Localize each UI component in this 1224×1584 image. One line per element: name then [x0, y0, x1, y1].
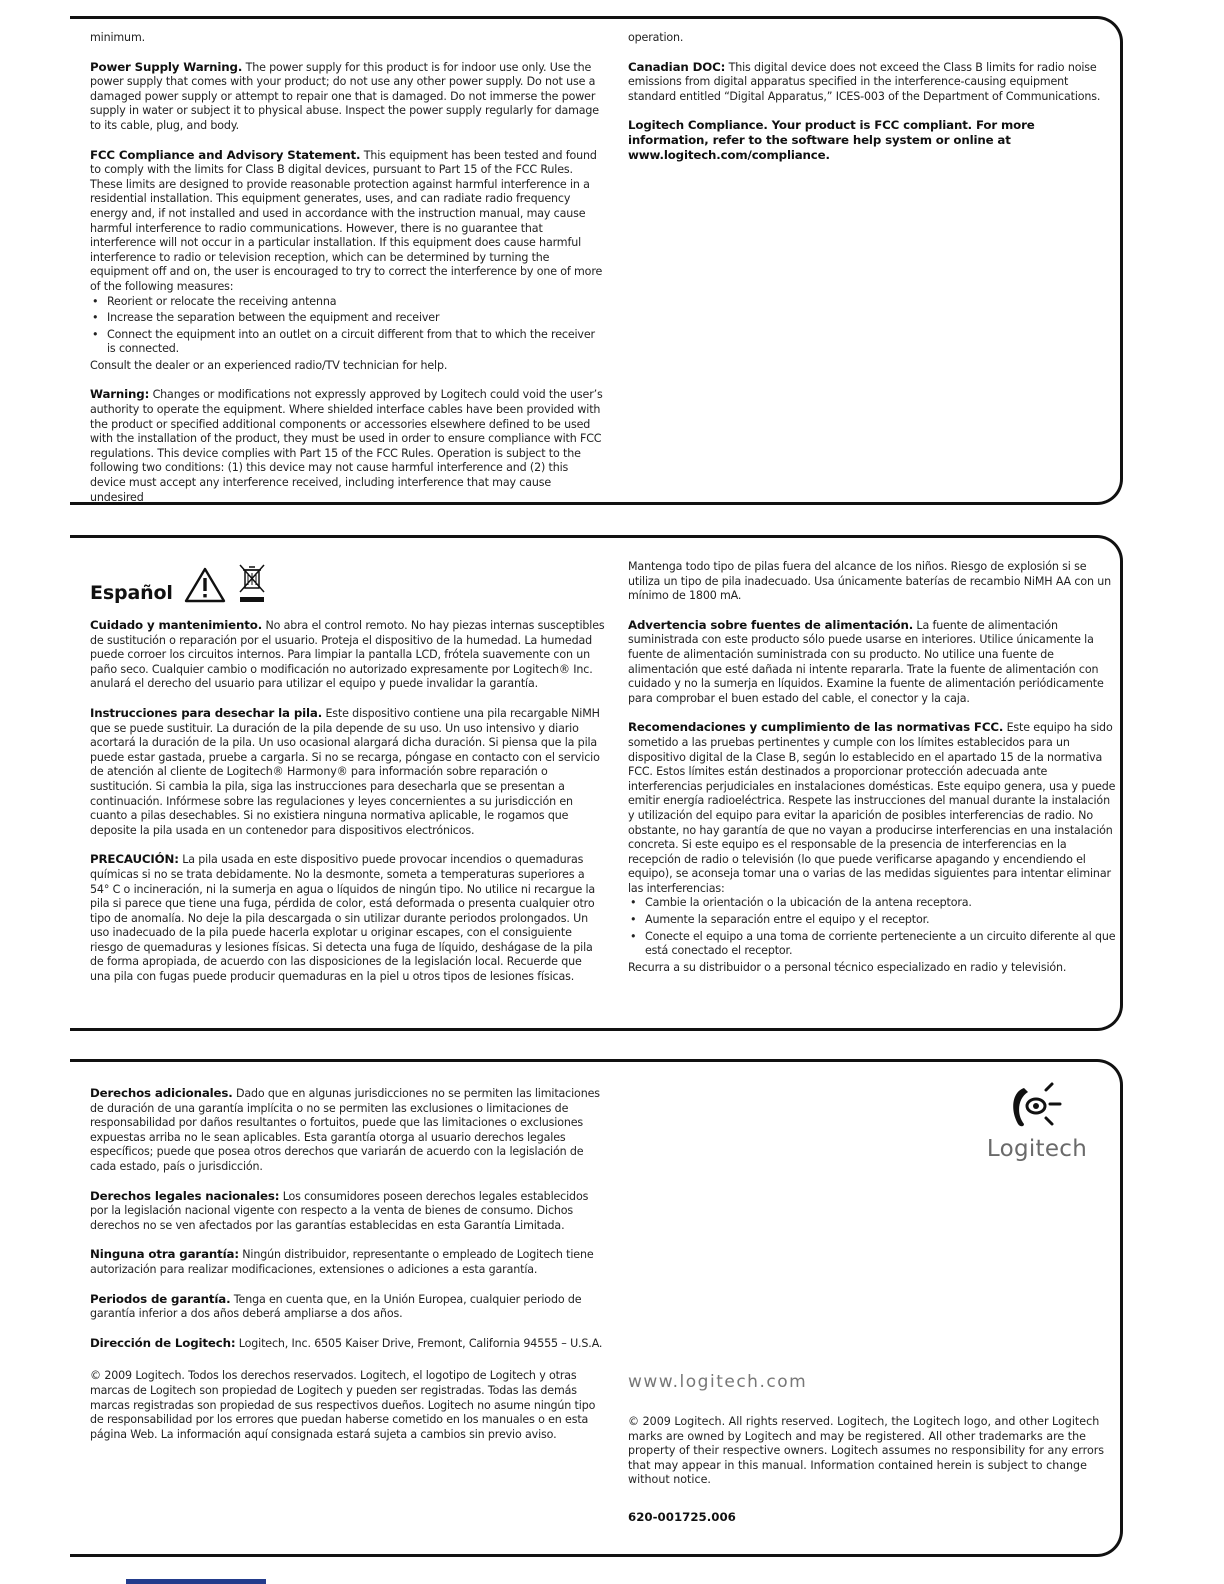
fcc-statement: FCC Compliance and Advisory Statement. This equipment has been tested and found to comply with the limits for Class B digital devices, pursuant to Part 15 of the FCC Rules. These limits are designed to provide reasonable protection against harmful interference in a residential installation. This equipment generates, uses, and can radiate radio frequency energy and, if not installed and used in accordance with the instruction manual, may cause harmful interference to radio communications. However, there is no guarantee that interference will not occur in a particular installation. If this equipment does cause harmful interference to radio or television reception, which can be determined by turning the equipment off and on, the user is encouraged to try to correct the interference by one of more of the following measures: [90, 147, 603, 293]
fcc-medidas-list [628, 896, 1116, 958]
list-item: • Conecte el equipo a una toma de corriente perteneciente a un circuito diferente al que está conectado el receptor. [628, 930, 1116, 959]
bottom-blue-bar [126, 1579, 266, 1584]
logo-wordmark: Logitech [986, 1136, 1088, 1162]
part-number: 620-001725.006 [628, 1510, 736, 1524]
copyright-en: © 2009 Logitech. All rights reserved. Logitech, the Logitech logo, and other Logitech marks are owned by Logitech and may be registered. All other trademarks are the property of their respective owners. Logitech assumes no responsibility for any errors that may appear in this manual. Information contained herein is subject to change without notice. [628, 1415, 1105, 1487]
espanol-left-column [90, 562, 605, 999]
cuidado-mantenimiento: Cuidado y mantenimiento. No abra el control remoto. No hay piezas internas susceptibles de sustitución o reparación por el usuario. Proteja el dispositivo de la humedad. La humedad puede corroer los circuitos internos. Para limpiar la pantalla LCD, frótela suavemente con un paño seco. Cualquier cambio o modificación no autorizado expresamente por Logitech® Inc. anulará el derecho del usuario para utilizar el equipo y puede invalidar la garantía. [90, 618, 605, 691]
continued-text: operation. [628, 31, 684, 44]
list-item: • Cambie la orientación o la ubicación de la antena receptora. [628, 896, 1116, 911]
section-title-row [90, 562, 605, 604]
list-item: • Reorient or relocate the receiving antenna [90, 295, 605, 310]
list-item: • Connect the equipment into an outlet on a circuit different from that to which the receiver is connected. [90, 328, 605, 357]
crossed-bin-icon [237, 562, 267, 604]
fcc-measures-list [90, 295, 605, 357]
back-left-column [90, 1086, 605, 1456]
advertencia-fuentes: Advertencia sobre fuentes de alimentación. La fuente de alimentación suministrada con este producto sólo puede usarse en interiores. Utilice únicamente la fuente de alimentación suministrada con su producto. No utilice una fuente de alimentación que esté dañada ni intente repararla. Trate la fuente de alimentación con cuidado y no la sumerja en líquidos. Examine la fuente de alimentación periódicamente para comprobar el buen estado del cable, el conector y la caja. [628, 617, 1104, 705]
recurra-text: Recurra a su distribuidor o a personal técnico especializado en radio y televisión. [628, 960, 1067, 974]
list-item: • Increase the separation between the equipment and receiver [90, 311, 605, 326]
derechos-legales: Derechos legales nacionales: Los consumidores poseen derechos legales establecidos por la legislación nacional vigente con respecto a la venta de bienes de consumo. Dichos derechos no se ven afectados por las garantías establecidas en esta Garantía Limitada. [90, 1188, 589, 1232]
espanol-panel [70, 535, 1123, 1031]
logitech-logo [982, 1080, 1092, 1162]
derechos-adicionales: Derechos adicionales. Dado que en algunas jurisdicciones no se permiten las limitaciones de duración de una garantía implícita o no se permiten las exclusiones o limitaciones de responsabilidad por daños resultantes o fortuitos, puede que las limitaciones o exclusiones expuestas arriba no le sean aplicables. Esta garantía otorga al usuario derechos legales específicos; puede que posea otros derechos que variarán de acuerdo con la legislación de cada estado, país o jurisdicción. [90, 1086, 600, 1173]
direccion-logitech: Dirección de Logitech: Logitech, Inc. 6505 Kaiser Drive, Fremont, California 94555 – U.S.A. [90, 1335, 603, 1350]
periodos-garantia: Periodos de garantía. Tenga en cuenta que, en la Unión Europea, cualquier periodo de garantía inferior a dos años deberá ampliarse a dos años. [90, 1291, 582, 1321]
fcc-consult: Consult the dealer or an experienced radio/TV technician for help. [90, 358, 448, 372]
list-item: • Aumente la separación entre el equipo y el receptor. [628, 913, 1116, 928]
warning-statement: Warning: Changes or modifications not expressly approved by Logitech could void the user’s authority to operate the equipment. Where shielded interface cables have been provided with the product or specified additional components or accessories elsewhere defined to be used with the installation of the product, they must be used in order to ensure compliance with FCC regulations. This device complies with Part 15 of the FCC Rules. Operation is subject to the following two conditions: (1) this device may not cause harmful interference and (2) this device must accept any interference received, including interference that may cause undesired [90, 387, 603, 504]
section-title: Español [90, 582, 173, 604]
intro-tail: minimum. [90, 31, 145, 44]
english-left-column [90, 31, 605, 519]
copyright-es: © 2009 Logitech. Todos los derechos reservados. Logitech, el logotipo de Logitech y otras marcas de Logitech son propiedad de Logitech y pueden ser registradas. Todas las demás marcas registradas son propiedad de sus respectivos dueños. Logitech no asume ningún tipo de responsabilidad por los errores que puedan haberse cometido en los manuales o en esta página Web. La información aquí consignada estará sujeta a cambios sin previo aviso. [90, 1369, 596, 1441]
logitech-compliance: Logitech Compliance. Your product is FCC compliant. For more information, refer to the software help system or online at www.logitech.com/compliance. [628, 118, 1035, 162]
logitech-swirl-icon [1002, 1080, 1072, 1132]
back-panel [70, 1059, 1123, 1557]
power-supply-warning: Power Supply Warning. The power supply for this product is for indoor use only. Use the power supply that comes with your product; do not use any other power supply. Do not use a damaged power supply or attempt to repair one that is damaged. Do not immerse the power supply in water or subject it to physical abuse. Inspect the power supply regularly for damage to its cable, plug, and body. [90, 59, 599, 132]
warning-triangle-icon [183, 566, 227, 604]
english-right-column [628, 31, 1116, 176]
mantenga-pilas: Mantenga todo tipo de pilas fuera del alcance de los niños. Riesgo de explosión si se utiliza un tipo de pila inadecuado. Usa únicamente baterías de recambio NiMH AA con un mínimo de 1800 mA. [628, 560, 1111, 603]
fcc-recomendaciones: Recomendaciones y cumplimiento de las normativas FCC. Este equipo ha sido sometido a las pruebas pertinentes y cumple con los límites establecidos para un dispositivo digital de la Clase B, según lo establecido en el apartado 15 de la normativa FCC. Estos límites están destinados a proporcionar protección adecuada ante interferencias perjudiciales en instalaciones domésticas. Este equipo genera, usa y puede emitir energía radioeléctrica. Respete las instrucciones del manual durante la instalación y utilización del equipo para evitar la aparición de posibles interferencias de radio. No obstante, no hay garantía de que no vayan a producirse interferencias en una instalación concreta. Si este equipo es el responsable de la presencia de interferencias en la recepción de radio o televisión (lo que puede verificarse apagando y encendiendo el equipo), se aconseja tomar una o varias de las medidas siguientes para intentar eliminar las interferencias: [628, 720, 1116, 895]
precaucion: PRECAUCIÓN: La pila usada en este dispositivo puede provocar incendios o quemaduras químicas si no se trata debidamente. No la desmonte, someta a temperaturas superiores a 54° C o incineración, ni la sumerja en agua o líquidos de ningún tipo. No utilice ni recargue la pila si parece que tiene una fuga, pérdida de color, está deformada o presenta cualquier otro tipo de anomalía. No deje la pila descargada o sin utilizar durante periodos prolongados. Un uso inadecuado de la pila puede hacerla explotar u originar escapes, con el consiguiente riesgo de quemaduras y lesiones físicas. Si detecta una fuga de líquido, deshágase de la pila de forma apropiada, de acuerdo con las disposiciones de la legislación local. Recuerde que una pila con fugas puede producir quemaduras en la piel u otros tipos de lesiones físicas. [90, 852, 596, 984]
canadian-doc: Canadian DOC: This digital device does not exceed the Class B limits for radio noise emissions from digital apparatus specified in the interference-causing equipment standard entitled “Digital Apparatus,” ICES-003 of the Department of Communications. [628, 59, 1101, 103]
english-panel [70, 16, 1123, 505]
website-url: www.logitech.com [628, 1372, 808, 1392]
instrucciones-pila: Instrucciones para desechar la pila. Este dispositivo contiene una pila recargable NiMH que se puede sustituir. La duración de la pila depende de su uso. Un uso intensivo y diario acortará la duración de la pila. Un uso ocasional alargará dicha duración. Si piensa que la pila puede estar gastada, pruebe a cargarla. Si no se recarga, póngase en contacto con el servicio de atención al cliente de Logitech® Harmony® para información sobre reparación o sustitución. Si cambia la pila, siga las instrucciones para desecharla que se presentan a continuación. Infórmese sobre las regulaciones y leyes concernientes a su jurisdicción en cuanto a pilas desechables. Si no existiera ninguna normativa aplicable, le rogamos que deposite la pila usada en un contenedor para dispositivos electrónicos. [90, 705, 600, 837]
ninguna-otra-garantia: Ninguna otra garantía: Ningún distribuidor, representante o empleado de Logitech tiene autorización para realizar modificaciones, extensiones o adiciones a esta garantía. [90, 1247, 594, 1276]
espanol-right-column [628, 560, 1116, 989]
